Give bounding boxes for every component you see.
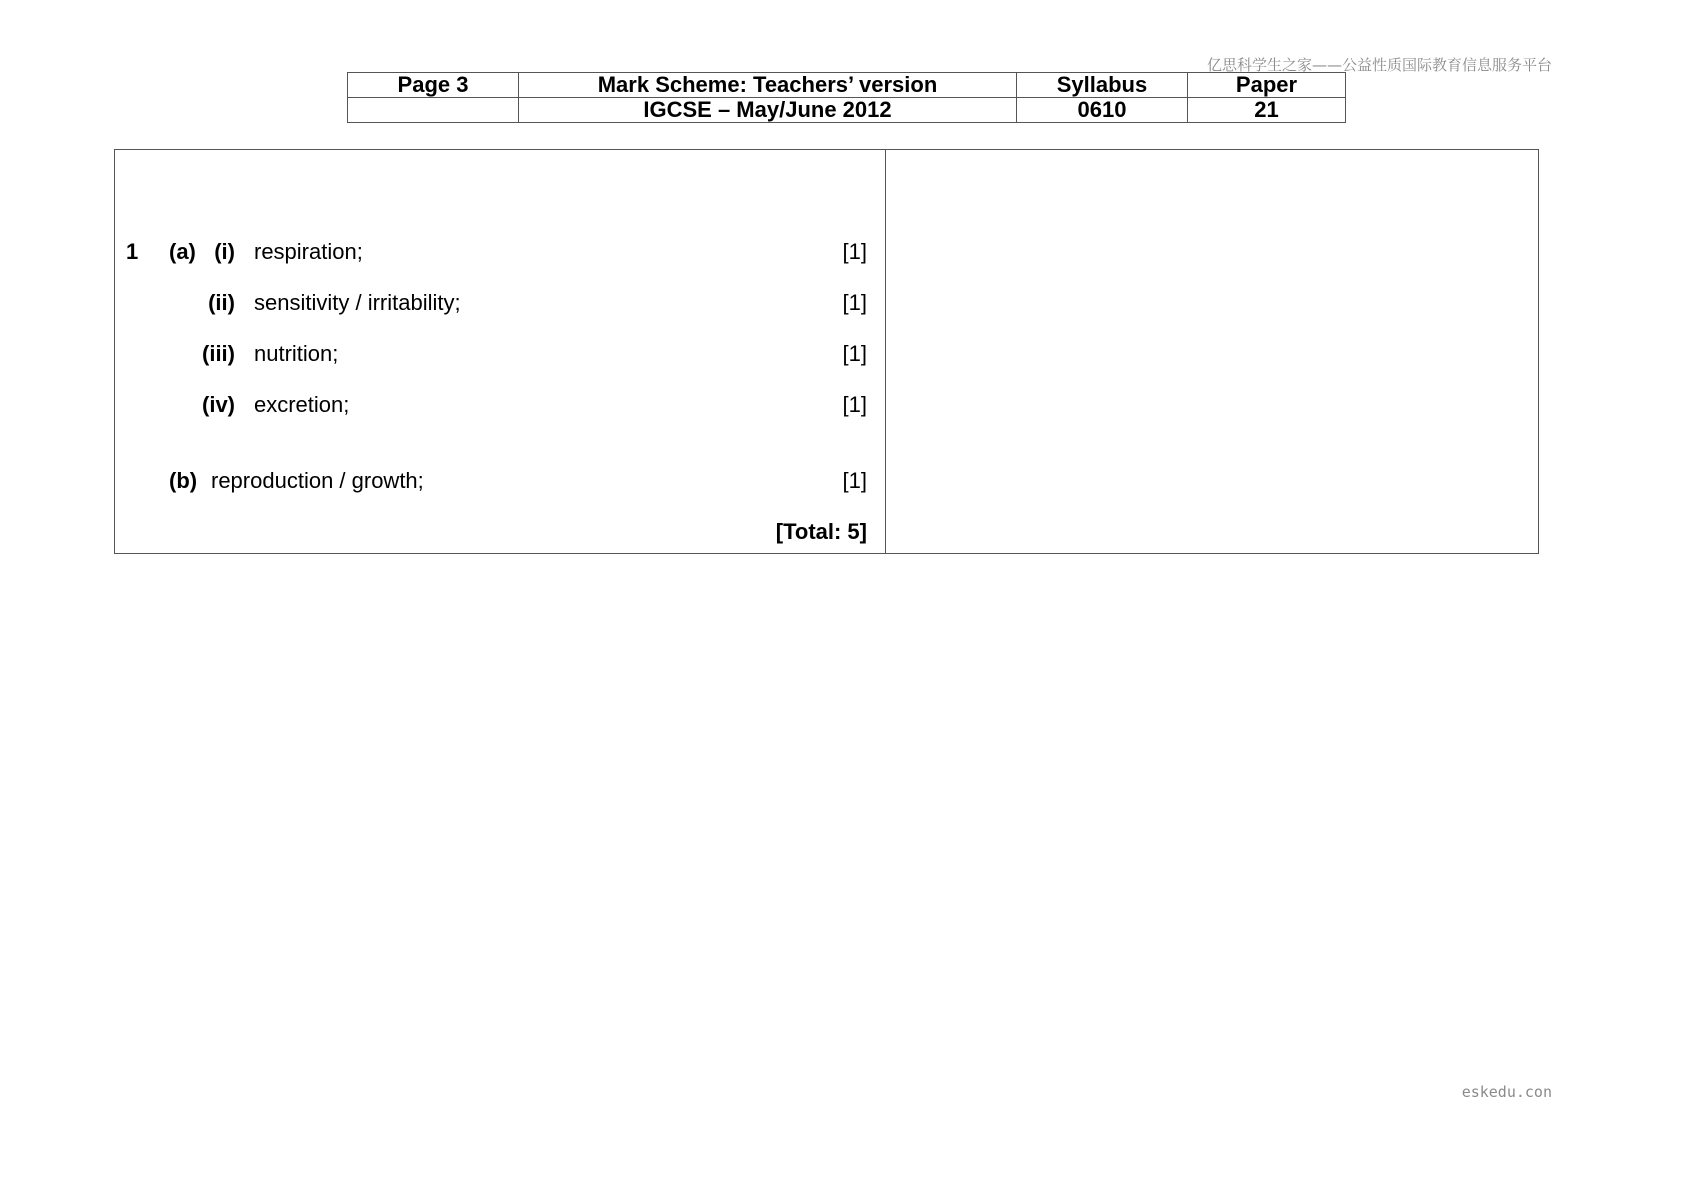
paper-label: Paper bbox=[1188, 73, 1346, 98]
answer-row bbox=[115, 466, 885, 496]
page-empty-cell bbox=[348, 98, 519, 123]
mark-value: [1] bbox=[842, 468, 867, 493]
part-label: (b) bbox=[169, 468, 198, 493]
page-label: Page 3 bbox=[348, 73, 519, 98]
header-row-1 bbox=[348, 73, 1346, 98]
header-row-2 bbox=[348, 98, 1346, 123]
answer-row bbox=[115, 237, 885, 267]
part-label: (a) bbox=[169, 239, 196, 264]
mark-value: [1] bbox=[842, 341, 867, 366]
sub-part-label: (iv) bbox=[202, 392, 235, 417]
answer-row bbox=[115, 288, 885, 318]
column-divider bbox=[885, 150, 886, 553]
answer-text: sensitivity / irritability; bbox=[254, 290, 461, 315]
mark-value: [1] bbox=[842, 392, 867, 417]
mark-value: [1] bbox=[842, 290, 867, 315]
paper-number: 21 bbox=[1188, 98, 1346, 123]
syllabus-label: Syllabus bbox=[1017, 73, 1188, 98]
watermark-bottom: eskedu.con bbox=[1461, 1083, 1552, 1101]
exam-session: IGCSE – May/June 2012 bbox=[519, 98, 1017, 123]
answer-text: excretion; bbox=[254, 392, 350, 417]
answer-row bbox=[115, 339, 885, 369]
sub-part-label: (ii) bbox=[208, 290, 235, 315]
answer-text: respiration; bbox=[254, 239, 363, 264]
mark-value: [1] bbox=[842, 239, 867, 264]
page-header-table bbox=[347, 72, 1346, 123]
total-row bbox=[115, 517, 885, 547]
sub-part-label: (iii) bbox=[202, 341, 235, 366]
question-number: 1 bbox=[126, 239, 139, 264]
answer-text: nutrition; bbox=[254, 341, 339, 366]
syllabus-code: 0610 bbox=[1017, 98, 1188, 123]
sub-part-label: (i) bbox=[214, 239, 235, 264]
scheme-title: Mark Scheme: Teachers’ version bbox=[519, 73, 1017, 98]
watermark-top: 亿思科学生之家——公益性质国际教育信息服务平台 bbox=[1206, 56, 1552, 74]
total-marks: [Total: 5] bbox=[775, 519, 867, 544]
answer-text: reproduction / growth; bbox=[211, 468, 424, 493]
mark-scheme-box bbox=[114, 149, 1539, 554]
answer-row bbox=[115, 390, 885, 420]
